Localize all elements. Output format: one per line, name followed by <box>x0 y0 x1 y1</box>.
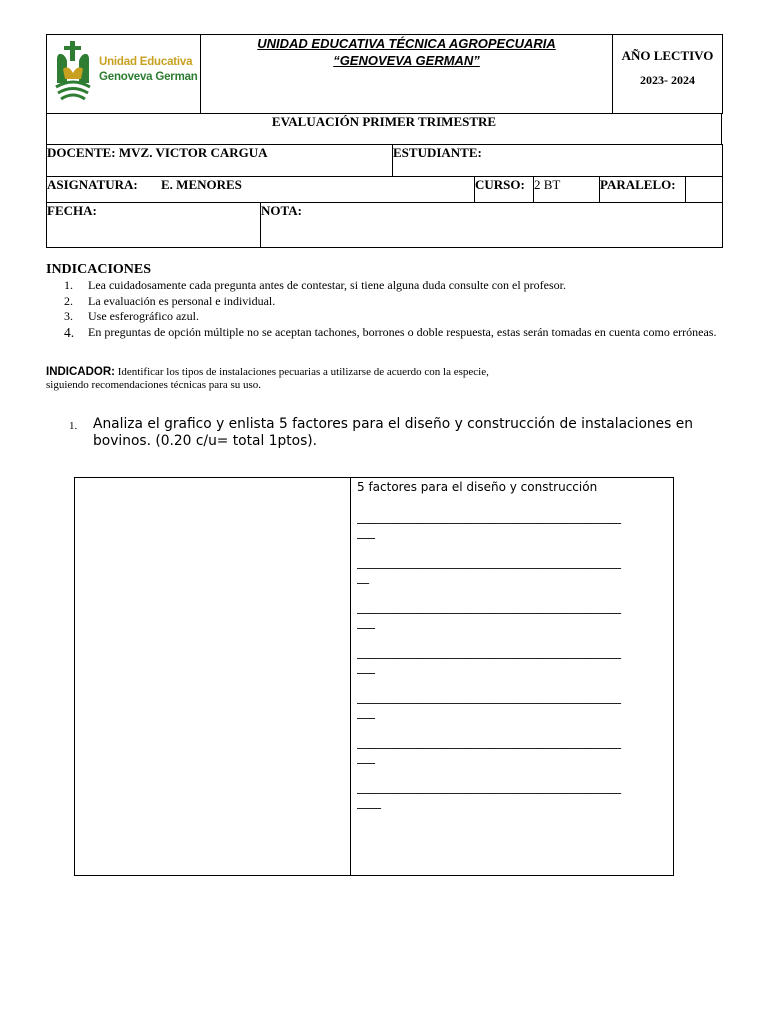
school-year-cell <box>613 35 723 114</box>
asignatura-label: ASIGNATURA: <box>47 177 138 192</box>
teacher-student-table <box>46 144 723 177</box>
graph-area <box>75 478 351 875</box>
indicacion-number: 3. <box>64 309 73 323</box>
indicaciones-list <box>64 278 724 340</box>
answer-line[interactable]: ____________________________________________ ___ <box>357 645 621 674</box>
logo-text-line2: Genoveva German <box>99 71 198 83</box>
paralelo-value[interactable] <box>686 177 723 203</box>
indicacion-number: 2. <box>64 293 73 308</box>
indicacion-item <box>64 309 724 325</box>
year-label: AÑO LECTIVO <box>621 48 714 63</box>
indicador-text-line2: siguiendo recomendaciones técnicas para su uso. <box>46 379 262 391</box>
indicador-text-line1: Identificar los tipos de instalaciones pecuarias a utilizarse de acuerdo con la especie, <box>117 366 489 378</box>
logo-cell <box>47 35 201 114</box>
exam-title: EVALUACIÓN PRIMER TRIMESTRE <box>47 114 722 145</box>
answer-line[interactable]: ____________________________________________ __ <box>357 555 621 584</box>
exam-title-table <box>46 113 722 145</box>
fecha-field[interactable]: FECHA: <box>47 203 261 248</box>
answer-line[interactable]: ____________________________________________ ___ <box>357 735 621 764</box>
curso-value: 2 BT <box>534 177 600 203</box>
answer-line[interactable]: ____________________________________________ ___ <box>357 600 621 629</box>
answer-line[interactable]: ____________________________________________ ____ <box>357 780 621 809</box>
factors-column <box>357 478 667 810</box>
factors-title: 5 factores para el diseño y construcción <box>357 480 598 494</box>
indicacion-item <box>64 325 724 341</box>
indicador-label: INDICADOR: <box>46 366 115 378</box>
indicacion-text: Use esferográfico azul. <box>88 309 199 323</box>
answer-table <box>74 477 674 876</box>
logo-text-line1: Unidad Educativa <box>99 56 193 68</box>
answer-line[interactable]: ____________________________________________ ___ <box>357 510 621 539</box>
indicacion-text: En preguntas de opción múltiple no se aceptan tachones, borrones o doble respuesta, estas serán tomadas en cuenta como erróneas. <box>88 324 717 339</box>
paralelo-label: PARALELO: <box>600 177 686 203</box>
school-name-cell <box>201 35 613 114</box>
school-name-line2: “GENOVEVA GERMAN” <box>333 53 480 68</box>
indicacion-text: La evaluación es personal e individual. <box>88 293 276 308</box>
estudiante-field[interactable]: ESTUDIANTE: <box>393 145 723 177</box>
nota-field[interactable]: NOTA: <box>261 203 723 248</box>
header-table <box>46 34 723 114</box>
indicacion-item <box>64 278 724 294</box>
indicador-block <box>46 366 546 392</box>
curso-label: CURSO: <box>475 177 534 203</box>
indicacion-text: Lea cuidadosamente cada pregunta antes de contestar, si tiene alguna duda consulte con el profesor. <box>88 278 566 292</box>
asignatura-field <box>47 177 475 203</box>
logo-emblem-icon <box>53 39 93 103</box>
question-text: Analiza el grafico y enlista 5 factores para el diseño y construcción de instalaciones en bovinos. (0.20 c/u= total 1ptos). <box>93 416 693 449</box>
docente-field: DOCENTE: MVZ. VICTOR CARGUA <box>47 145 393 177</box>
question-number: 1. <box>69 420 78 432</box>
indicacion-number: 4. <box>64 324 75 340</box>
answer-line[interactable]: ____________________________________________ ___ <box>357 690 621 719</box>
asignatura-value: E. MENORES <box>161 177 242 192</box>
indicacion-item <box>64 294 724 310</box>
indicaciones-title: INDICACIONES <box>46 262 152 277</box>
date-grade-table <box>46 202 723 248</box>
school-logo <box>53 39 198 103</box>
subject-table <box>46 176 723 203</box>
school-name-line1: UNIDAD EDUCATIVA TÉCNICA AGROPECUARIA <box>257 36 556 51</box>
year-value: 2023- 2024 <box>640 73 695 87</box>
indicacion-number: 1. <box>64 278 73 292</box>
